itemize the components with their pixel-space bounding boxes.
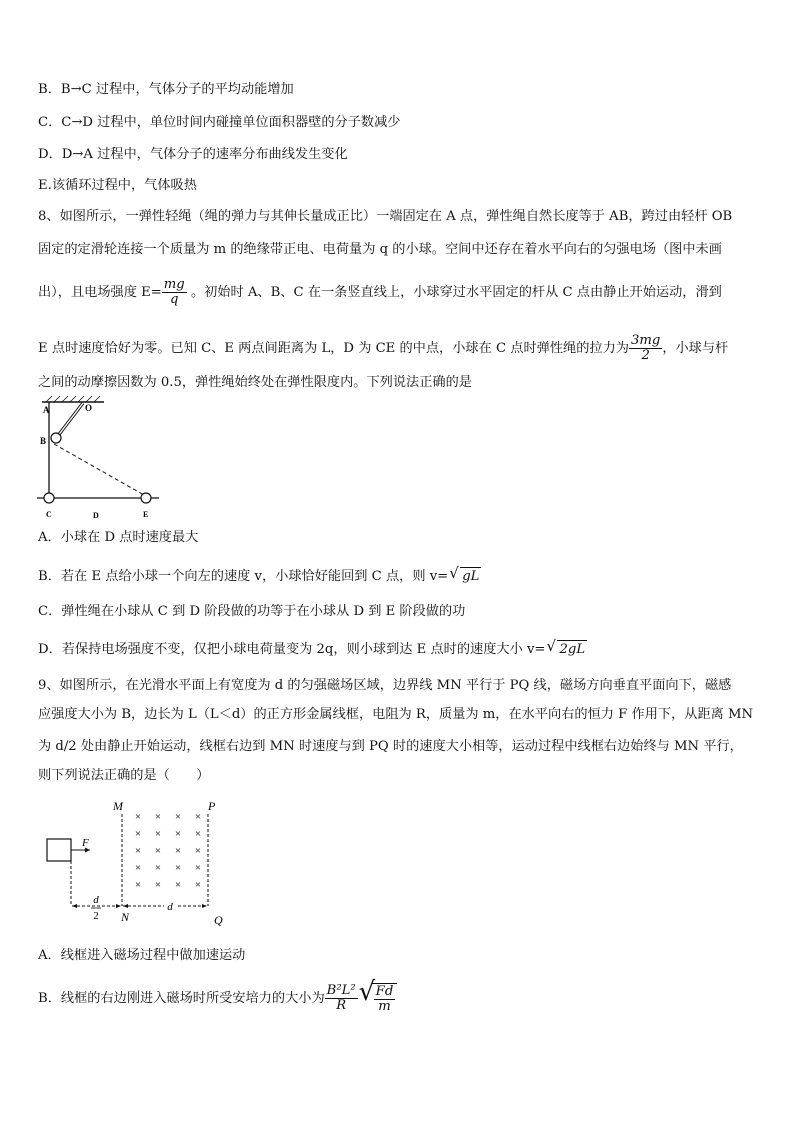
q8-stem-line-4 [38,334,728,363]
q9-stem-line-4: 则下列说法正确的是（ ） [38,768,210,783]
fraction-denominator: 2 [629,348,662,363]
ball-e [141,493,151,503]
label-d: D [93,511,99,520]
tension-fraction [629,334,662,363]
field-cross: × [154,811,162,823]
q8-stem-line-1: 8、如图所示，一弹性轻绳（绳的弹力与其伸长量成正比）一端固定在 A 点，弹性绳自然长度等于 AB，跨过由轻杆 OB [38,209,733,224]
q8-stem-line-5: 之间的动摩擦因数为 0.5，弹性绳始终处在弹性限度内。下列说法正确的是 [38,375,472,390]
field-cross: × [134,845,142,857]
magnetic-field-crosses [135,811,201,891]
field-cross: × [174,879,182,891]
label-e: E [143,510,149,519]
field-cross: × [194,811,202,823]
q7-option-e: E.该循环过程中，气体吸热 [38,178,197,193]
sqrt-fraction [374,985,396,1014]
ball-c [44,493,54,503]
q8-figure [34,394,164,524]
q8-line4-post: ，小球与杆 [662,341,729,356]
sqrt-2gl: √ 2gL [557,640,587,659]
sqrt-sign: √ [358,977,376,1007]
q9-stem-line-2: 应强度大小为 B，边长为 L（L＜d）的正方形金属线框，电阻为 R，质量为 m，在水平向右的恒力 F 作用下，从距离 MN [38,707,754,722]
field-cross: × [134,879,142,891]
fraction-denominator: R [325,998,358,1013]
field-cross: × [154,879,162,891]
sqrt-gl: √ gL [460,567,481,586]
field-cross: × [154,862,162,874]
q8-stem-line-3 [38,278,722,307]
field-cross: × [174,845,182,857]
q9-option-a: A．线框进入磁场过程中做加速运动 [38,948,246,963]
q7-option-d: D．D→A 过程中，气体分子的速率分布曲线发生变化 [38,147,348,162]
q8-line3-post: 。初始时 A、B、C 在一条竖直线上，小球穿过水平固定的杆从 C 点由静止开始运动，滑到 [190,285,722,300]
field-cross: × [154,845,162,857]
label-o: O [85,403,93,413]
q9-option-b [38,977,397,1014]
dim-arrow-right-start [123,904,128,908]
q9-stem-line-3: 为 d/2 处由静止开始运动，线框右边到 MN 时速度与到 PQ 时的速度大小相等，运动过程中线框右边始终与 MN 平行， [38,739,743,754]
q8-stem-line-2: 固定的定滑轮连接一个质量为 m 的绝缘带正电、电荷量为 q 的小球。空间中还存在着水平向右的匀强电场（图中未画 [38,242,722,257]
field-cross: × [134,811,142,823]
q7-option-c: C．C→D 过程中，单位时间内碰撞单位面积器壁的分子数减少 [38,115,401,130]
field-cross: × [134,862,142,874]
field-cross: × [174,862,182,874]
field-cross: × [134,828,142,840]
fraction-numerator: B²L² [326,983,356,998]
field-strength-fraction [162,278,187,307]
field-cross: × [174,828,182,840]
fraction-denominator: q [162,292,187,307]
sqrt-fd-m [358,977,398,1014]
label-a: A [43,405,50,415]
field-cross: × [154,828,162,840]
q8-line4-pre: E 点时速度恰好为零。已知 C、E 两点间距离为 L，D 为 CE 的中点，小球在 C 点时弹性绳的拉力为 [38,341,629,356]
q8-option-a: A．小球在 D 点时速度最大 [38,530,199,545]
rod-ob-inner [57,403,83,437]
q8-option-d [38,640,587,659]
q8-option-d-text: D．若保持电场强度不变，仅把小球电荷量变为 2q，则小球到达 E 点时的速度大小 v= [38,642,546,657]
label-d-half-num: d [93,894,99,906]
fraction-numerator: 3mg [630,333,661,348]
dim-arrow-left [72,904,77,908]
label-n: N [121,910,130,924]
field-cross: × [174,811,182,823]
label-q: Q [214,913,223,927]
fraction-numerator: Fd [375,984,394,999]
label-f: F [82,837,89,849]
label-d: d [167,901,173,913]
label-d-half-den: 2 [93,910,99,922]
ampere-force-fraction [325,984,358,1013]
q8-line3-pre: 出），且电场强度 E= [38,285,162,300]
field-cross: × [194,828,202,840]
q8-option-b [38,567,481,586]
dim-arrow-end [202,904,207,908]
label-m: M [113,799,123,813]
q9-stem-line-1: 9、如图所示，在光滑水平面上有宽度为 d 的匀强磁场区域，边界线 MN 平行于 PQ 线，磁场方向垂直平面向下，磁感 [38,678,732,693]
q9-figure [40,796,240,930]
dim-arrow-mid [116,904,121,908]
fraction-numerator: mg [163,277,185,292]
pulley [51,433,61,443]
field-cross: × [194,845,202,857]
q8-option-b-text: B．若在 E 点给小球一个向左的速度 v，小球恰好能回到 C 点，则 v= [38,569,449,584]
square-frame [47,839,71,861]
field-cross: × [194,879,202,891]
q9-option-b-text: B．线框的右边刚进入磁场时所受安培力的大小为 [38,991,325,1006]
label-p: P [208,799,216,813]
q8-option-c: C．弹性绳在小球从 C 到 D 阶段做的功等于在小球从 D 到 E 阶段做的功 [38,604,466,619]
q7-option-b: B．B→C 过程中，气体分子的平均动能增加 [38,82,294,97]
dashed-rope [54,444,144,495]
label-b: B [40,436,47,446]
field-cross: × [194,862,202,874]
ceiling-hatch [46,396,100,402]
label-c: C [46,510,52,519]
fraction-denominator: m [374,999,396,1014]
